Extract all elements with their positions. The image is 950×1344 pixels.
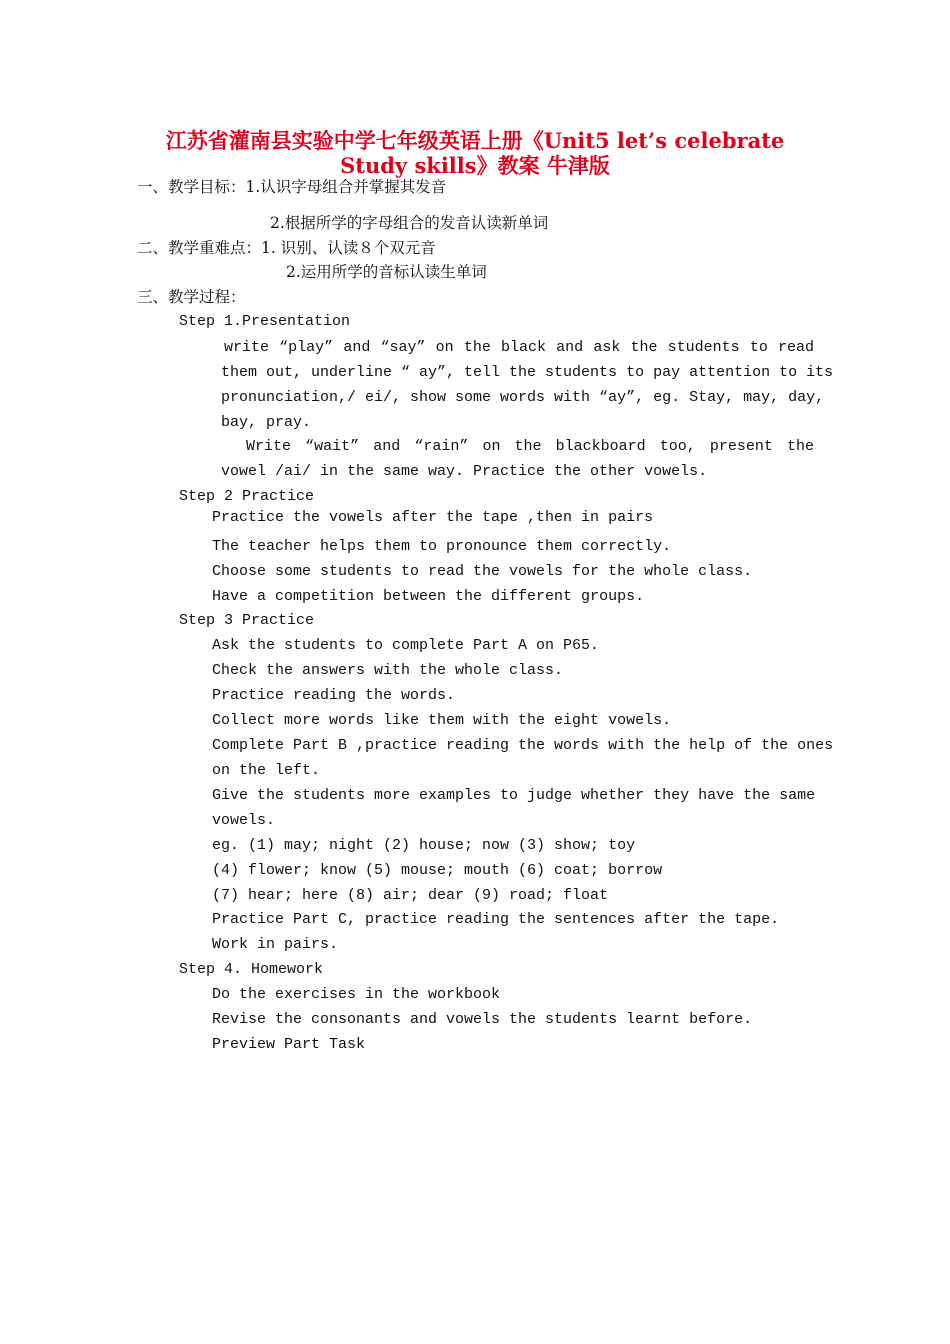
step2-line: Practice the vowels after the tape ,then in pairs (212, 509, 654, 526)
step3-line: vowels. (212, 812, 276, 829)
keypoints-line-2: 2.运用所学的音标认读生单词 (286, 263, 487, 281)
step3-example-line: eg. (1) may; night (2) house; now (3) show; toy (212, 837, 636, 854)
document-title-line-2: Study skills》教案 牛津版 (340, 153, 610, 178)
step2-line: Have a competition between the different groups. (212, 588, 645, 605)
step3-heading: Step 3 Practice (179, 612, 315, 629)
step3-line: Ask the students to complete Part A on P65. (212, 637, 600, 654)
step4-heading: Step 4. Homework (179, 961, 324, 978)
keypoints-line-1: 二、教学重难点：1. 识别、认读８个双元音 (137, 239, 436, 257)
step2-line: Choose some students to read the vowels for the whole class. (212, 563, 753, 580)
step3-example-line: (7) hear; here (8) air; dear (9) road; float (212, 887, 609, 904)
step1-line: Write “wait” and “rain” on the blackboard too, present the (246, 438, 814, 455)
step3-line: Check the answers with the whole class. (212, 662, 564, 679)
step3-line: Practice reading the words. (212, 687, 456, 704)
step3-line: Practice Part C, practice reading the sentences after the tape. (212, 911, 780, 928)
step3-line: Complete Part B ,practice reading the words with the help of the ones (212, 737, 834, 754)
step4-line: Preview Part Task (212, 1036, 366, 1053)
step2-line: The teacher helps them to pronounce them correctly. (212, 538, 672, 555)
document-title-line-1: 江苏省灌南县实验中学七年级英语上册《Unit5 let’s celebrate (165, 128, 785, 153)
step3-line: on the left. (212, 762, 321, 779)
step1-line: them out, underline “ ay”, tell the students to pay attention to its (221, 364, 834, 381)
step3-line: Give the students more examples to judge whether they have the same (212, 787, 816, 804)
goals-line-2: 2.根据所学的字母组合的发音认读新单词 (270, 214, 549, 232)
step2-heading: Step 2 Practice (179, 488, 315, 505)
step1-line: pronunciation,/ ei/, show some words with “ay”, eg. Stay, may, day, (221, 389, 825, 406)
step3-line: Collect more words like them with the eight vowels. (212, 712, 672, 729)
step1-line: bay, pray. (221, 414, 312, 431)
goals-line-1: 一、教学目标：1.认识字母组合并掌握其发音 (137, 178, 447, 196)
process-heading: 三、教学过程： (137, 288, 246, 306)
step3-line: Work in pairs. (212, 936, 339, 953)
step1-heading: Step 1.Presentation (179, 313, 351, 330)
step1-line: vowel /ai/ in the same way. Practice the other vowels. (221, 463, 708, 480)
step3-example-line: (4) flower; know (5) mouse; mouth (6) coat; borrow (212, 862, 663, 879)
step4-line: Do the exercises in the workbook (212, 986, 501, 1003)
step1-line: write “play” and “say” on the black and ask the students to read (224, 339, 814, 356)
step4-line: Revise the consonants and vowels the students learnt before. (212, 1011, 753, 1028)
